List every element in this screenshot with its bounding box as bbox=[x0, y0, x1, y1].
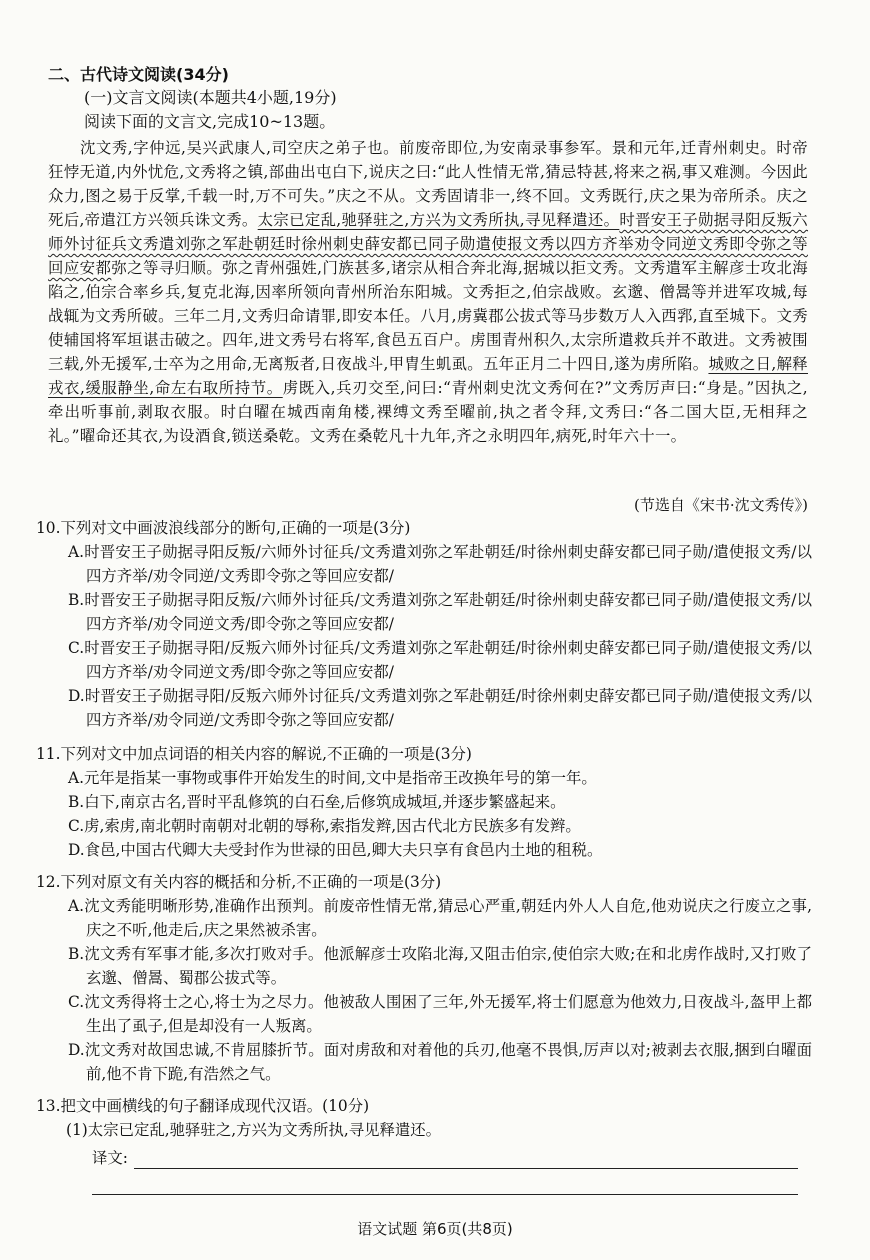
option-b: B.时晋安王子勋据寻阳反叛/六师外讨征兵/文秀遣刘弥之军赴朝廷/时徐州刺史薛安都已同子勋/遣使报文秀/以四方齐举/劝令同逆文秀/即令弥之等回应安都/ bbox=[68, 591, 812, 633]
option-d: D.食邑,中国古代卿大夫受封作为世禄的田邑,卿大夫只享有食邑内土地的租税。 bbox=[68, 841, 603, 859]
passage-underlined-1: 太宗已定乱,驰驿驻之,方兴为文秀所执,寻见释遣还。 bbox=[257, 211, 620, 229]
question-12 bbox=[36, 870, 812, 1086]
option-c: C.时晋安王子勋据寻阳/反叛六师外讨征兵/文秀遣刘弥之军赴朝廷/时徐州刺史薛安都已同子勋/遣使报文秀/以四方齐举/劝令同逆文秀/即令弥之等回应安都/ bbox=[68, 639, 812, 681]
translation-item-1: (1)太宗已定乱,驰驿驻之,方兴为文秀所执,寻见释遣还。 bbox=[66, 1121, 442, 1139]
option-b: B.沈文秀有军事才能,多次打败对手。他派解彦士攻陷北海,又阻击伯宗,使伯宗大败;在和北虏作战时,又打败了玄邈、僧暠、蜀郡公拔式等。 bbox=[68, 945, 812, 987]
passage-text-2: 弥之等寻归顺。弥之青州强姓,门族甚多,诸宗从相合奔北海,据城以拒文秀。文秀遣军主解彦士攻北海陷之,伯宗合率乡兵,复克北海,因率所领向青州所治东阳城。文秀拒之,伯宗战败。玄邈、僧暠等并进军攻城,每战辄为文秀所破。三年二月,文秀归命请罪,即安本任。八月,虏冀郡公拔式等马步数万人入西郛,直至城下。文秀使辅国将军垣谌击破之。四年,进文秀号右将军,食邑五百户。虏围青州积久,太宗所遣救兵并不敢进。文秀被围三载,外无援军,士卒为之用命,无离叛者,日夜战斗,甲胄生虮虱。五年正月二十四日,遂为虏所陷。 bbox=[48, 259, 809, 373]
answer-label: 译文: bbox=[92, 1149, 128, 1167]
option-a: A.沈文秀能明晰形势,准确作出预判。前废帝性情无常,猜忌心严重,朝廷内外人人自危,他劝说庆之行废立之事,庆之不听,他走后,庆之果然被杀害。 bbox=[68, 897, 812, 939]
page-footer: 语文试题 第6页(共8页) bbox=[357, 1220, 513, 1238]
instruction: 阅读下面的文言文,完成10~13题。 bbox=[84, 112, 336, 131]
option-d: D.时晋安王子勋据寻阳/反叛六师外讨征兵/文秀遣刘弥之军赴朝廷/时徐州刺史薛安都已同子勋/遣使报文秀/以四方齐举/劝令同逆/文秀即令弥之等回应安都/ bbox=[68, 687, 812, 729]
passage-underlined-2: 城败之日,解释戎衣,缓服静坐,命左右取所持节。 bbox=[48, 355, 808, 397]
classical-passage bbox=[48, 136, 808, 448]
option-a: A.时晋安王子勋据寻阳反叛/六师外讨征兵/文秀遣刘弥之军赴朝廷/时徐州刺史薛安都已同子勋/遣使报文秀/以四方齐举/劝令同逆/文秀即令弥之等回应安都/ bbox=[68, 543, 812, 585]
question-10 bbox=[36, 516, 812, 732]
answer-line-1[interactable] bbox=[134, 1168, 798, 1169]
passage-text-1: 沈文秀,字仲远,吴兴武康人,司空庆之弟子也。前废帝即位,为安南录事参军。景和元年,迁青州刺史。时帝狂悖无道,内外忧危,文秀将之镇,部曲出屯白下,说庆之曰:“此人性情无常,猜忌特甚,将来之祸,事又难测。今因此众力,图之易于反掌,千载一时,万不可失。”庆之不从。文秀固请非一,终不回。文秀既行,庆之果为帝所杀。庆之死后,帝遣江方兴领兵诛文秀。 bbox=[48, 139, 808, 229]
option-d: D.沈文秀对故国忠诚,不肯屈膝折节。面对虏敌和对着他的兵刃,他毫不畏惧,厉声以对;被剥去衣服,捆到白曜面前,他不肯下跪,有浩然之气。 bbox=[68, 1041, 812, 1083]
subsection-title: (一)文言文阅读(本题共4小题,19分) bbox=[84, 88, 337, 107]
question-11 bbox=[36, 742, 812, 862]
option-c: C.虏,索虏,南北朝时南朝对北朝的辱称,索指发辫,因古代北方民族多有发辫。 bbox=[68, 817, 581, 835]
section-title: 二、古代诗文阅读(34分) bbox=[48, 65, 229, 84]
question-13 bbox=[36, 1094, 812, 1142]
option-c: C.沈文秀得将士之心,将士为之尽力。他被敌人围困了三年,外无援军,将士们愿意为他效力,日夜战斗,盔甲上都生出了虱子,但是却没有一人叛离。 bbox=[68, 993, 812, 1035]
question-stem: 13.把文中画横线的句子翻译成现代汉语。(10分) bbox=[36, 1097, 370, 1115]
passage-wavy-segment: 时晋安王子勋据寻阳反叛六师外讨征兵文秀遣刘弥之军赴朝廷时徐州刺史薛安都已同子勋遣使报文秀以四方齐举劝令同逆文秀即令弥之等回应安都 bbox=[48, 211, 809, 277]
option-b: B.白下,南京古名,晋时平乱修筑的白石垒,后修筑成城垣,并逐步繁盛起来。 bbox=[68, 793, 566, 811]
passage-source: (节选自《宋书·沈文秀传》) bbox=[634, 496, 808, 514]
passage-text-3: 虏既入,兵刃交至,问曰:“青州刺史沈文秀何在?”文秀厉声曰:“身是。”因执之,牵出听事前,剥取衣服。时白曜在城西南角楼,裸缚文秀至曜前,执之者令拜,文秀曰:“各二国大臣,无相拜之礼。”曜命还其衣,为设酒食,锁送桑乾。文秀在桑乾凡十九年,齐之永明四年,病死,时年六十一。 bbox=[48, 379, 808, 445]
answer-line-2[interactable] bbox=[92, 1194, 798, 1195]
question-stem: 10.下列对文中画波浪线部分的断句,正确的一项是(3分) bbox=[36, 519, 411, 537]
question-stem: 12.下列对原文有关内容的概括和分析,不正确的一项是(3分) bbox=[36, 873, 442, 891]
question-stem: 11.下列对文中加点词语的相关内容的解说,不正确的一项是(3分) bbox=[36, 745, 472, 763]
option-a: A.元年是指某一事物或事件开始发生的时间,文中是指帝王改换年号的第一年。 bbox=[68, 769, 597, 787]
